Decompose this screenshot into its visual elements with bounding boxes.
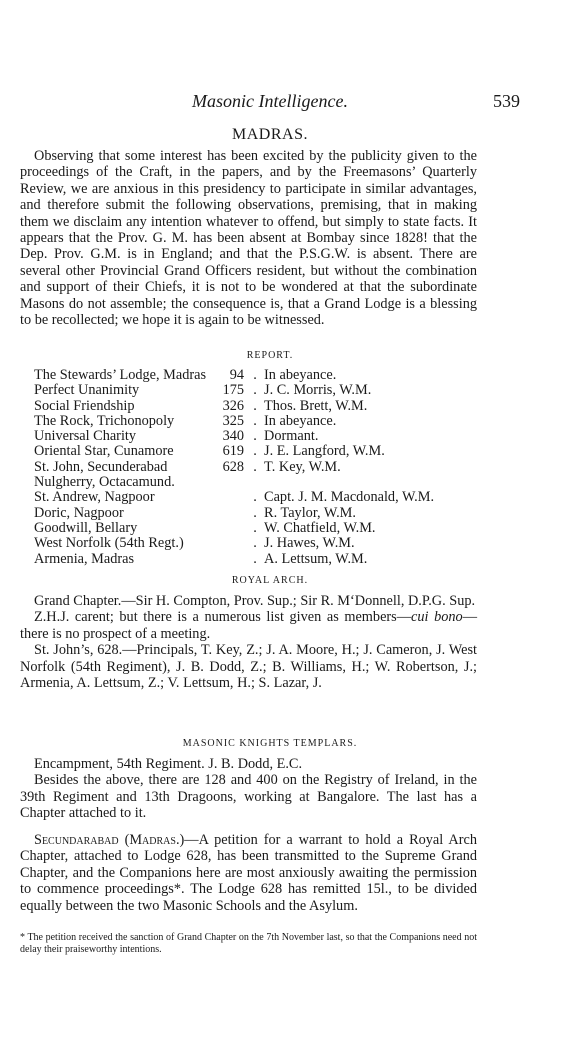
lodge-status: Capt. J. M. Macdonald, W.M. — [264, 489, 435, 506]
leader-dot: . — [253, 550, 257, 567]
lodge-number: 628 — [222, 458, 245, 475]
report-heading: REPORT. — [246, 350, 294, 361]
secunderabad-section — [20, 832, 477, 914]
lodge-name: Nulgherry, Octacamund. — [34, 474, 175, 491]
lodge-status — [262, 475, 434, 490]
lodge-number: 175 — [222, 382, 245, 399]
leader-dot: . — [253, 489, 257, 506]
lodge-name: St. Andrew, Nagpoor — [34, 489, 155, 506]
lodge-number: 340 — [222, 428, 245, 445]
lodge-name: Perfect Unanimity — [34, 382, 140, 399]
leader-dot: . — [253, 443, 257, 460]
lodge-row — [34, 536, 434, 551]
leader-dot: . — [253, 412, 257, 429]
lodge-name: Universal Charity — [34, 428, 137, 445]
footnote: * The petition received the sanction of Grand Chapter on the 7th November last, so that the Companions need not delay their praiseworthy intentions. — [20, 932, 477, 955]
lodge-number — [206, 521, 248, 536]
section-title: MADRAS. — [232, 126, 308, 143]
leader-dot: . — [253, 397, 257, 414]
lodge-number — [206, 552, 248, 567]
lodge-number — [206, 490, 248, 505]
lodge-row — [34, 475, 434, 490]
intro-paragraph: Observing that some interest has been excited by the publicity given to the proceedings of the Craft, in the papers, and by the Freemasons’ Quarterly Review, we are anxious in this presidency to participate in similar advantages, and therefore submit the following observations, premising, that in making them we disclaim any intention whatever to offend, but simply to state facts. It appears that the Prov. G. M. has been absent at Bombay since 1828! that the Dep. Prov. G.M. is in England; and that the P.S.G.W. is absent. There are several other Provincial Grand Officers resident, but without the combination and support of their Chiefs, it is not to be wondered at that the subordinate Masons do not assemble; the consequence is, that a Grand Lodge is a blessing to be recollected; we hope it is again to be witnessed. — [20, 148, 477, 329]
templars-section — [20, 756, 477, 822]
leader-dot — [248, 475, 262, 490]
lodge-number — [206, 475, 248, 490]
leader-dot: . — [253, 382, 257, 399]
leader-dot: . — [253, 367, 257, 383]
lodge-name: The Stewards’ Lodge, Madras — [34, 367, 207, 383]
lodge-status: Thos. Brett, W.M. — [264, 397, 368, 414]
lodge-row — [34, 552, 434, 567]
lodge-number: 325 — [222, 412, 245, 429]
lodge-row — [34, 399, 434, 414]
zhj-paragraph: Z.H.J. carent; but there is a numerous list given as members—cui bono—there is no prospect of a meeting. — [20, 609, 477, 642]
lodge-number: 326 — [222, 397, 245, 414]
lodge-row — [34, 506, 434, 521]
grand-chapter-paragraph: Grand Chapter.—Sir H. Compton, Prov. Sup.; Sir R. M‘Donnell, D.P.G. Sup. — [34, 593, 476, 609]
lodge-status: T. Key, W.M. — [264, 458, 341, 475]
leader-dot: . — [253, 428, 257, 445]
lodge-row — [34, 368, 434, 383]
lodge-status: R. Taylor, W.M. — [264, 504, 356, 521]
lodge-row — [34, 414, 434, 429]
lodge-name: Doric, Nagpoor — [34, 504, 124, 521]
lodge-status: J. Hawes, W.M. — [264, 535, 355, 552]
secunderabad-paragraph: Secundarabad (Madras.)—A petition for a warrant to hold a Royal Arch Chapter, attached to Lodge 628, has been transmitted to the Supreme Grand Chapter, and the Companions here are most anxiously awaiting the permission to commence proceedings*. The Lodge 628 has remitted 15l., to be divided equally between the two Masonic Schools and the Asylum. — [20, 832, 477, 914]
templars-heading: MASONIC KNIGHTS TEMPLARS. — [182, 738, 358, 749]
lodge-status: J. E. Langford, W.M. — [264, 443, 385, 460]
leader-dot: . — [253, 519, 257, 536]
encampment-paragraph: Encampment, 54th Regiment. J. B. Dodd, E.C. — [34, 756, 303, 772]
lodge-name: Oriental Star, Cunamore — [34, 443, 174, 460]
st-johns-paragraph: St. John’s, 628.—Principals, T. Key, Z.; J. A. Moore, H.; J. Cameron, J. West Norfolk (54th Regiment), J. B. Dodd, Z.; B. Williams, H.; W. Robertson, J.; Armenia, A. Lettsum, Z.; V. Lettsum, H.; S. Lazar, J. — [20, 642, 477, 692]
lodge-status: W. Chatfield, W.M. — [264, 519, 376, 536]
leader-dot: . — [253, 458, 257, 475]
leader-dot: . — [253, 535, 257, 552]
lodge-row — [34, 444, 434, 459]
lodge-row — [34, 429, 434, 444]
lodge-row — [34, 490, 434, 505]
lodge-row — [34, 383, 434, 398]
lodge-status: In abeyance. — [264, 367, 337, 383]
lodge-status: A. Lettsum, W.M. — [264, 550, 368, 567]
lodge-status: J. C. Morris, W.M. — [264, 382, 372, 399]
lodge-number — [206, 536, 248, 551]
lodge-name: Goodwill, Bellary — [34, 519, 138, 536]
lodge-name: The Rock, Trichonopoly — [34, 412, 175, 429]
lodge-status: Dormant. — [264, 428, 319, 445]
royal-arch-section — [20, 593, 477, 691]
lodge-status: In abeyance. — [264, 412, 337, 429]
lodge-number: 619 — [222, 443, 245, 460]
lodge-row — [34, 460, 434, 475]
ireland-paragraph: Besides the above, there are 128 and 400 on the Registry of Ireland, in the 39th Regiment and 13th Dragoons, working at Bangalore. The last has a Chapter attached to it. — [20, 772, 477, 822]
running-title: Masonic Intelligence. — [192, 91, 348, 111]
lodge-row — [34, 521, 434, 536]
lodge-name: Armenia, Madras — [34, 550, 135, 567]
page-header — [20, 91, 520, 113]
leader-dot: . — [253, 504, 257, 521]
lodge-number: 94 — [229, 367, 245, 383]
lodge-name: St. John, Secunderabad — [34, 458, 168, 475]
page-number: 539 — [493, 91, 520, 111]
lodge-name: Social Friendship — [34, 397, 135, 414]
lodge-name: West Norfolk (54th Regt.) — [34, 535, 184, 552]
lodge-number — [206, 506, 248, 521]
lodge-table — [34, 368, 434, 567]
royal-arch-heading: ROYAL ARCH. — [231, 575, 309, 586]
